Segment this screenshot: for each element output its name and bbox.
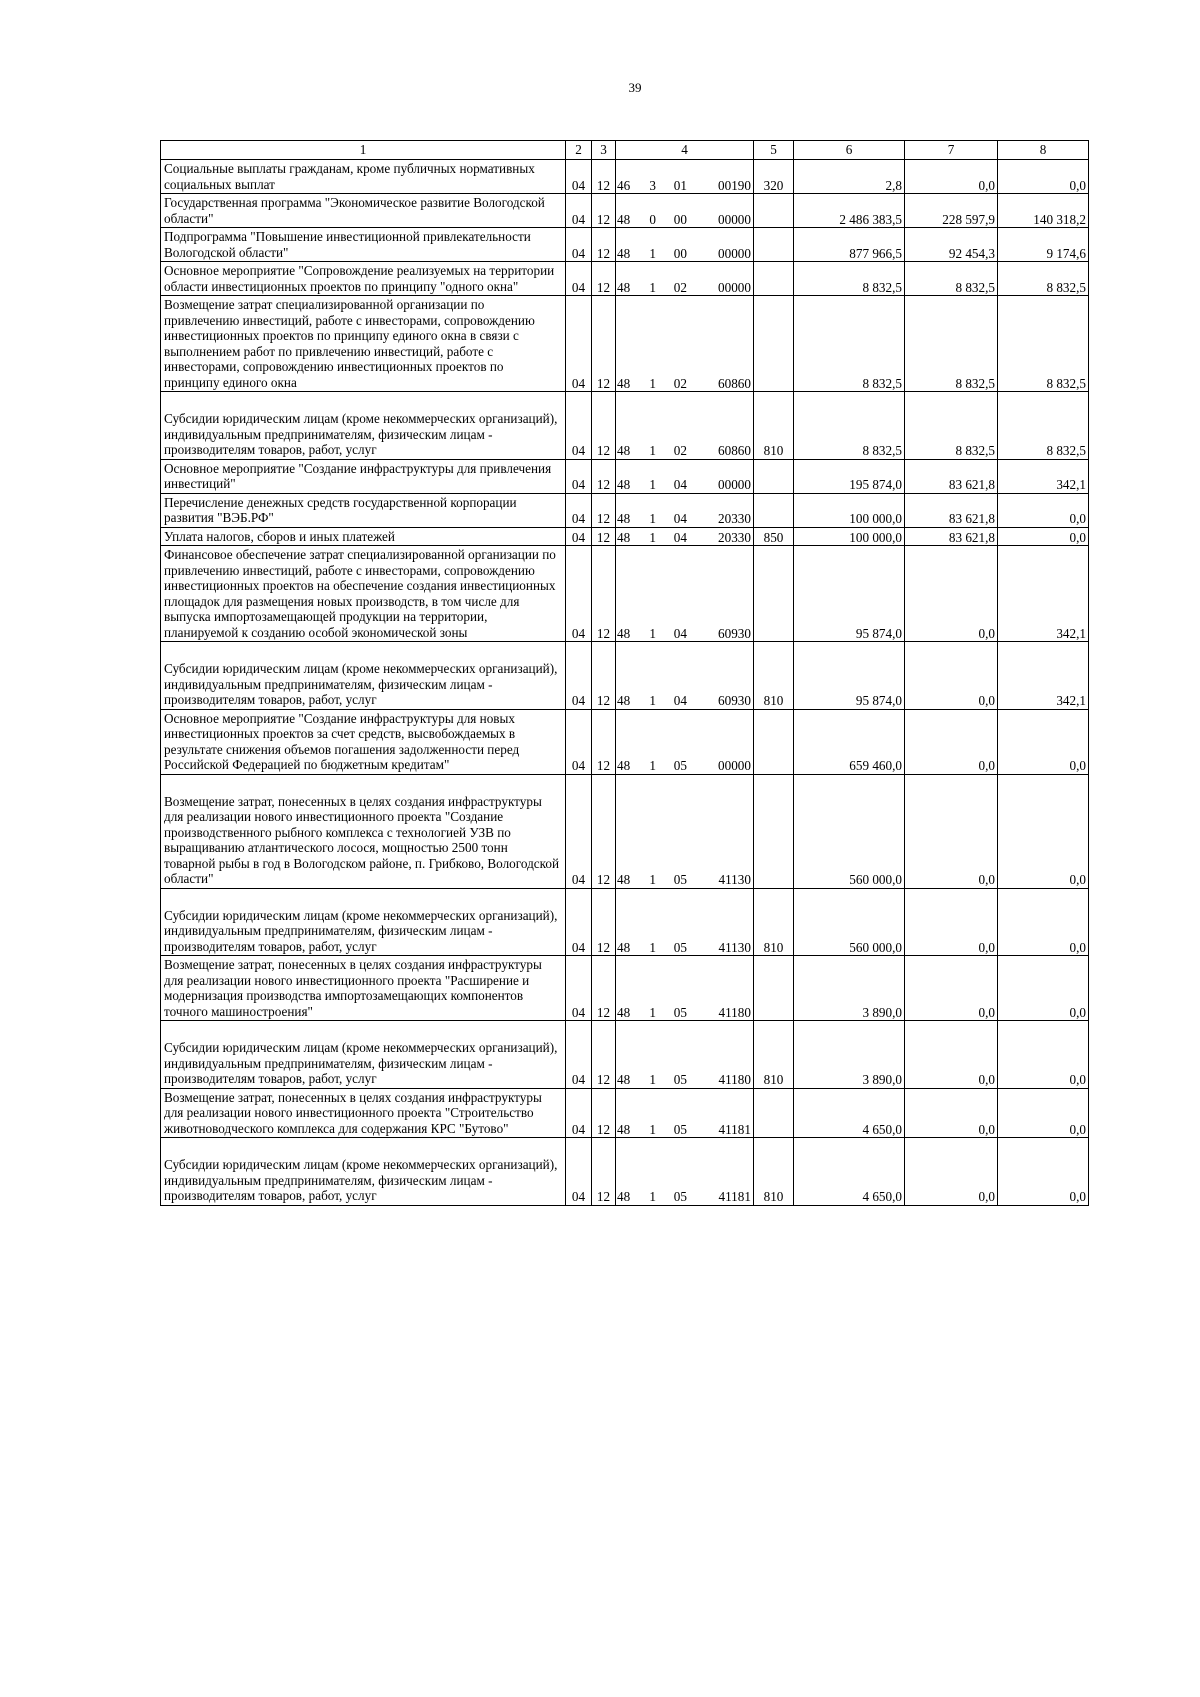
table-row [161, 956, 1089, 1021]
article-event: 02 [673, 279, 687, 295]
cell-amount-year2: 0,0 [905, 1021, 998, 1089]
cell-subsection: 12 [592, 392, 616, 460]
cell-expense-type [754, 194, 794, 228]
table-row [161, 459, 1089, 493]
article-direction: 00190 [718, 177, 751, 193]
row-name-text: Субсидии юридическим лицам (кроме некоммерческих организаций), индивидуальным предпринимателям, физическим лицам - производителям товаров, работ, услуг [164, 907, 558, 954]
article-subprogram: 1 [649, 939, 656, 955]
cell-section: 04 [566, 296, 592, 392]
cell-amount-year2: 8 832,5 [905, 392, 998, 460]
cell-amount-year3: 0,0 [998, 1138, 1089, 1206]
cell-amount-year2: 0,0 [905, 888, 998, 956]
cell-amount-year3: 342,1 [998, 546, 1089, 642]
article-program: 48 [617, 279, 631, 295]
cell-section: 04 [566, 527, 592, 546]
cell-subsection: 12 [592, 642, 616, 710]
cell-expense-type: 320 [754, 160, 794, 194]
article-subprogram: 1 [649, 758, 656, 773]
article-event: 04 [673, 477, 687, 492]
header-col-8: 8 [998, 141, 1089, 160]
table-row [161, 493, 1089, 527]
cell-amount-year3: 8 832,5 [998, 262, 1089, 296]
header-col-4: 4 [616, 141, 754, 160]
header-col-2: 2 [566, 141, 592, 160]
cell-section: 04 [566, 493, 592, 527]
article-direction: 00000 [718, 245, 751, 261]
cell-expense-type [754, 228, 794, 262]
article-subprogram: 1 [649, 1004, 656, 1020]
article-direction: 20330 [718, 529, 751, 545]
cell-target-article [616, 956, 754, 1021]
cell-expense-type [754, 296, 794, 392]
cell-subsection: 12 [592, 228, 616, 262]
row-name-text: Субсидии юридическим лицам (кроме некоммерческих организаций), индивидуальным предпринимателям, физическим лицам - производителям товаров, работ, услуг [164, 411, 558, 457]
article-program: 48 [617, 939, 631, 955]
article-program: 48 [617, 529, 631, 545]
table-header-row [161, 141, 1089, 160]
cell-amount-year1: 2 486 383,5 [794, 194, 905, 228]
article-subprogram: 1 [649, 1072, 656, 1087]
cell-amount-year3: 342,1 [998, 459, 1089, 493]
cell-amount-year1: 4 650,0 [794, 1138, 905, 1206]
article-subprogram: 1 [649, 375, 656, 391]
cell-expense-type: 850 [754, 527, 794, 546]
cell-subsection: 12 [592, 493, 616, 527]
cell-amount-year1: 659 460,0 [794, 709, 905, 774]
cell-expense-type [754, 546, 794, 642]
header-col-7: 7 [905, 141, 998, 160]
article-program: 48 [617, 625, 631, 641]
cell-section: 04 [566, 956, 592, 1021]
article-program: 48 [617, 872, 631, 887]
cell-section: 04 [566, 888, 592, 956]
article-direction: 60860 [718, 443, 751, 458]
cell-expense-type [754, 1088, 794, 1138]
cell-amount-year3: 0,0 [998, 709, 1089, 774]
row-name-text: Основное мероприятие "Создание инфраструктуры для новых инвестиционных проектов за счет средств, высвобождаемых в результате снижения объемов погашения задолженности перед Российской Федерацией по бюджетным кредитам" [164, 710, 520, 772]
cell-subsection: 12 [592, 160, 616, 194]
cell-target-article [616, 1021, 754, 1089]
table-row [161, 262, 1089, 296]
article-direction: 41180 [718, 1072, 751, 1087]
row-name-text: Государственная программа "Экономическое развитие Вологодской области" [164, 195, 545, 226]
cell-amount-year1: 95 874,0 [794, 642, 905, 710]
cell-section: 04 [566, 642, 592, 710]
cell-amount-year3: 0,0 [998, 160, 1089, 194]
article-subprogram: 1 [649, 625, 656, 641]
article-event: 02 [673, 443, 687, 458]
cell-subsection: 12 [592, 774, 616, 888]
cell-expense-type [754, 956, 794, 1021]
cell-expense-type [754, 709, 794, 774]
table-row [161, 1138, 1089, 1206]
article-program: 46 [617, 177, 631, 193]
article-subprogram: 1 [649, 693, 656, 708]
row-name-text: Подпрограмма "Повышение инвестиционной привлекательности Вологодской области" [164, 229, 531, 260]
cell-amount-year1: 3 890,0 [794, 1021, 905, 1089]
table-row [161, 1021, 1089, 1089]
cell-amount-year2: 0,0 [905, 1138, 998, 1206]
article-subprogram: 1 [649, 1189, 656, 1204]
article-event: 02 [673, 375, 687, 391]
page-number: 39 [628, 80, 642, 95]
article-subprogram: 1 [649, 511, 656, 526]
cell-subsection: 12 [592, 527, 616, 546]
header-col-3: 3 [592, 141, 616, 160]
cell-subsection: 12 [592, 262, 616, 296]
cell-target-article [616, 228, 754, 262]
cell-amount-year1: 8 832,5 [794, 296, 905, 392]
article-direction: 41180 [718, 1004, 751, 1020]
row-name [161, 228, 566, 262]
article-program: 48 [617, 758, 631, 773]
row-name [161, 956, 566, 1021]
cell-amount-year3: 8 832,5 [998, 296, 1089, 392]
cell-amount-year2: 228 597,9 [905, 194, 998, 228]
table-row [161, 642, 1089, 710]
table-row [161, 774, 1089, 888]
cell-target-article [616, 296, 754, 392]
article-direction: 00000 [718, 211, 751, 227]
cell-expense-type: 810 [754, 1021, 794, 1089]
cell-target-article [616, 1088, 754, 1138]
cell-subsection: 12 [592, 888, 616, 956]
cell-subsection: 12 [592, 1021, 616, 1089]
cell-amount-year3: 140 318,2 [998, 194, 1089, 228]
row-name-text: Основное мероприятие "Сопровождение реализуемых на территории области инвестиционных проектов по принципу "одного окна" [164, 263, 555, 294]
article-program: 48 [617, 245, 631, 261]
article-program: 48 [617, 375, 631, 391]
row-name [161, 262, 566, 296]
article-direction: 00000 [718, 758, 751, 773]
row-name-text: Перечисление денежных средств государственной корпорации развития "ВЭБ.РФ" [164, 494, 517, 525]
row-name [161, 1021, 566, 1089]
cell-amount-year1: 195 874,0 [794, 459, 905, 493]
cell-section: 04 [566, 774, 592, 888]
article-direction: 00000 [718, 279, 751, 295]
cell-target-article [616, 709, 754, 774]
table-row [161, 527, 1089, 546]
cell-target-article [616, 459, 754, 493]
cell-amount-year1: 4 650,0 [794, 1088, 905, 1138]
cell-amount-year3: 0,0 [998, 774, 1089, 888]
article-subprogram: 1 [649, 872, 656, 887]
cell-amount-year2: 8 832,5 [905, 296, 998, 392]
cell-section: 04 [566, 1021, 592, 1089]
cell-expense-type [754, 262, 794, 296]
article-direction: 60860 [718, 375, 751, 391]
article-program: 48 [617, 477, 631, 492]
cell-expense-type: 810 [754, 1138, 794, 1206]
cell-amount-year3: 9 174,6 [998, 228, 1089, 262]
budget-table [160, 140, 1089, 1206]
header-col-5: 5 [754, 141, 794, 160]
cell-target-article [616, 194, 754, 228]
article-direction: 20330 [718, 511, 751, 526]
cell-amount-year2: 83 621,8 [905, 493, 998, 527]
header-col-1: 1 [161, 141, 566, 160]
article-program: 48 [617, 511, 631, 526]
article-event: 05 [673, 1189, 687, 1204]
row-name [161, 296, 566, 392]
cell-amount-year2: 83 621,8 [905, 527, 998, 546]
article-event: 05 [673, 1004, 687, 1020]
row-name-text: Основное мероприятие "Создание инфраструктуры для привлечения инвестиций" [164, 460, 552, 491]
row-name-text: Субсидии юридическим лицам (кроме некоммерческих организаций), индивидуальным предпринимателям, физическим лицам - производителям товаров, работ, услуг [164, 1157, 558, 1203]
row-name [161, 888, 566, 956]
cell-target-article [616, 888, 754, 956]
table-body [161, 160, 1089, 1206]
article-event: 00 [673, 245, 687, 261]
row-name-text: Возмещение затрат специализированной организации по привлечению инвестиций, работе с инвесторами, сопровождению инвестиционных проектов по принципу единого окна в связи с выполнением работ по привлечению инвестиций, работе с инвесторами, сопровождению инвестиционных проектов по принципу единого окна [164, 297, 535, 390]
cell-subsection: 12 [592, 546, 616, 642]
cell-amount-year1: 877 966,5 [794, 228, 905, 262]
cell-target-article [616, 493, 754, 527]
cell-target-article [616, 160, 754, 194]
row-name-text: Возмещение затрат, понесенных в целях создания инфраструктуры для реализации нового инвестиционного проекта "Создание производственного рыбного комплекса с технологией УЗВ по выращиванию атлантического лосося, мощностью 2500 тонн товарной рыбы в год в Вологодском районе, п. Грибково, Вологодской области" [164, 793, 560, 886]
cell-amount-year1: 2,8 [794, 160, 905, 194]
cell-section: 04 [566, 262, 592, 296]
cell-section: 04 [566, 459, 592, 493]
cell-subsection: 12 [592, 1088, 616, 1138]
article-event: 05 [673, 758, 687, 773]
row-name [161, 527, 566, 546]
row-name-text: Субсидии юридическим лицам (кроме некоммерческих организаций), индивидуальным предпринимателям, физическим лицам - производителям товаров, работ, услуг [164, 1040, 558, 1086]
cell-amount-year1: 100 000,0 [794, 493, 905, 527]
row-name [161, 1088, 566, 1138]
row-name-text: Социальные выплаты гражданам, кроме публичных нормативных социальных выплат [164, 161, 535, 192]
cell-amount-year2: 0,0 [905, 1088, 998, 1138]
cell-section: 04 [566, 160, 592, 194]
article-direction: 41181 [718, 1121, 751, 1137]
row-name-text: Уплата налогов, сборов и иных платежей [164, 528, 395, 544]
article-event: 04 [673, 529, 687, 545]
cell-amount-year2: 0,0 [905, 774, 998, 888]
cell-amount-year3: 8 832,5 [998, 392, 1089, 460]
table-row [161, 160, 1089, 194]
article-program: 48 [617, 1072, 631, 1087]
cell-amount-year1: 560 000,0 [794, 888, 905, 956]
article-subprogram: 3 [649, 177, 656, 193]
cell-amount-year2: 8 832,5 [905, 262, 998, 296]
article-subprogram: 1 [649, 443, 656, 458]
cell-amount-year2: 0,0 [905, 160, 998, 194]
article-direction: 60930 [718, 693, 751, 708]
cell-amount-year2: 0,0 [905, 709, 998, 774]
article-direction: 41181 [718, 1189, 751, 1204]
cell-amount-year1: 560 000,0 [794, 774, 905, 888]
cell-section: 04 [566, 228, 592, 262]
cell-amount-year3: 0,0 [998, 493, 1089, 527]
article-direction: 41130 [718, 939, 751, 955]
article-event: 05 [673, 872, 687, 887]
article-event: 05 [673, 939, 687, 955]
cell-expense-type [754, 459, 794, 493]
cell-target-article [616, 546, 754, 642]
table-row [161, 888, 1089, 956]
article-direction: 00000 [718, 477, 751, 492]
cell-subsection: 12 [592, 194, 616, 228]
cell-amount-year1: 100 000,0 [794, 527, 905, 546]
row-name [161, 546, 566, 642]
cell-target-article [616, 774, 754, 888]
cell-amount-year1: 95 874,0 [794, 546, 905, 642]
cell-section: 04 [566, 1138, 592, 1206]
row-name-text: Возмещение затрат, понесенных в целях создания инфраструктуры для реализации нового инвестиционного проекта "Расширение и модернизация производства импортозамещающих компонентов точного машиностроения" [164, 957, 542, 1019]
cell-subsection: 12 [592, 1138, 616, 1206]
article-program: 48 [617, 693, 631, 708]
cell-amount-year1: 8 832,5 [794, 262, 905, 296]
row-name [161, 392, 566, 460]
cell-section: 04 [566, 194, 592, 228]
article-event: 05 [673, 1121, 687, 1137]
cell-expense-type: 810 [754, 888, 794, 956]
article-event: 04 [673, 511, 687, 526]
cell-section: 04 [566, 1088, 592, 1138]
row-name [161, 459, 566, 493]
article-direction: 41130 [718, 872, 751, 887]
article-subprogram: 1 [649, 245, 656, 261]
cell-subsection: 12 [592, 296, 616, 392]
row-name [161, 642, 566, 710]
row-name [161, 493, 566, 527]
cell-expense-type: 810 [754, 642, 794, 710]
header-col-6: 6 [794, 141, 905, 160]
row-name [161, 160, 566, 194]
cell-amount-year3: 0,0 [998, 956, 1089, 1021]
article-event: 04 [673, 693, 687, 708]
article-subprogram: 1 [649, 1121, 656, 1137]
row-name-text: Финансовое обеспечение затрат специализированной организации по привлечению инвестиций, работе с инвесторами, сопровождению инвестиционных проектов на обеспечение создания инвестиционных площадок для размещения новых производств, в том числе для выпуска импортозамещающей продукции на территории, планируемой к созданию особой экономической зоны [164, 547, 556, 640]
cell-amount-year3: 0,0 [998, 527, 1089, 546]
article-program: 48 [617, 1121, 631, 1137]
cell-amount-year2: 0,0 [905, 546, 998, 642]
cell-amount-year3: 0,0 [998, 888, 1089, 956]
cell-amount-year1: 8 832,5 [794, 392, 905, 460]
table-row [161, 296, 1089, 392]
table-row [161, 709, 1089, 774]
article-program: 48 [617, 443, 631, 458]
article-program: 48 [617, 211, 631, 227]
table-row [161, 228, 1089, 262]
article-event: 01 [673, 177, 687, 193]
cell-amount-year3: 342,1 [998, 642, 1089, 710]
cell-expense-type [754, 774, 794, 888]
article-subprogram: 1 [649, 279, 656, 295]
table-row [161, 1088, 1089, 1138]
cell-expense-type [754, 493, 794, 527]
article-subprogram: 0 [649, 211, 656, 227]
cell-target-article [616, 262, 754, 296]
cell-section: 04 [566, 546, 592, 642]
article-subprogram: 1 [649, 529, 656, 545]
cell-target-article [616, 642, 754, 710]
article-event: 00 [673, 211, 687, 227]
row-name-text: Субсидии юридическим лицам (кроме некоммерческих организаций), индивидуальным предпринимателям, физическим лицам - производителям товаров, работ, услуг [164, 661, 558, 707]
cell-amount-year2: 0,0 [905, 642, 998, 710]
article-subprogram: 1 [649, 477, 656, 492]
cell-target-article [616, 392, 754, 460]
table-row [161, 392, 1089, 460]
cell-amount-year2: 92 454,3 [905, 228, 998, 262]
row-name-text: Возмещение затрат, понесенных в целях создания инфраструктуры для реализации нового инвестиционного проекта "Строительство животноводческого комплекса для содержания КРС "Бутово" [164, 1089, 542, 1136]
row-name [161, 194, 566, 228]
table-row [161, 194, 1089, 228]
cell-amount-year3: 0,0 [998, 1088, 1089, 1138]
cell-subsection: 12 [592, 956, 616, 1021]
cell-subsection: 12 [592, 459, 616, 493]
cell-subsection: 12 [592, 709, 616, 774]
cell-amount-year3: 0,0 [998, 1021, 1089, 1089]
cell-expense-type: 810 [754, 392, 794, 460]
row-name [161, 709, 566, 774]
article-program: 48 [617, 1004, 631, 1020]
cell-section: 04 [566, 392, 592, 460]
cell-amount-year2: 0,0 [905, 956, 998, 1021]
article-event: 05 [673, 1072, 687, 1087]
article-program: 48 [617, 1189, 631, 1204]
cell-section: 04 [566, 709, 592, 774]
cell-amount-year2: 83 621,8 [905, 459, 998, 493]
cell-amount-year1: 3 890,0 [794, 956, 905, 1021]
article-event: 04 [673, 625, 687, 641]
cell-target-article [616, 1138, 754, 1206]
article-direction: 60930 [718, 625, 751, 641]
cell-target-article [616, 527, 754, 546]
table-row [161, 546, 1089, 642]
row-name [161, 774, 566, 888]
row-name [161, 1138, 566, 1206]
